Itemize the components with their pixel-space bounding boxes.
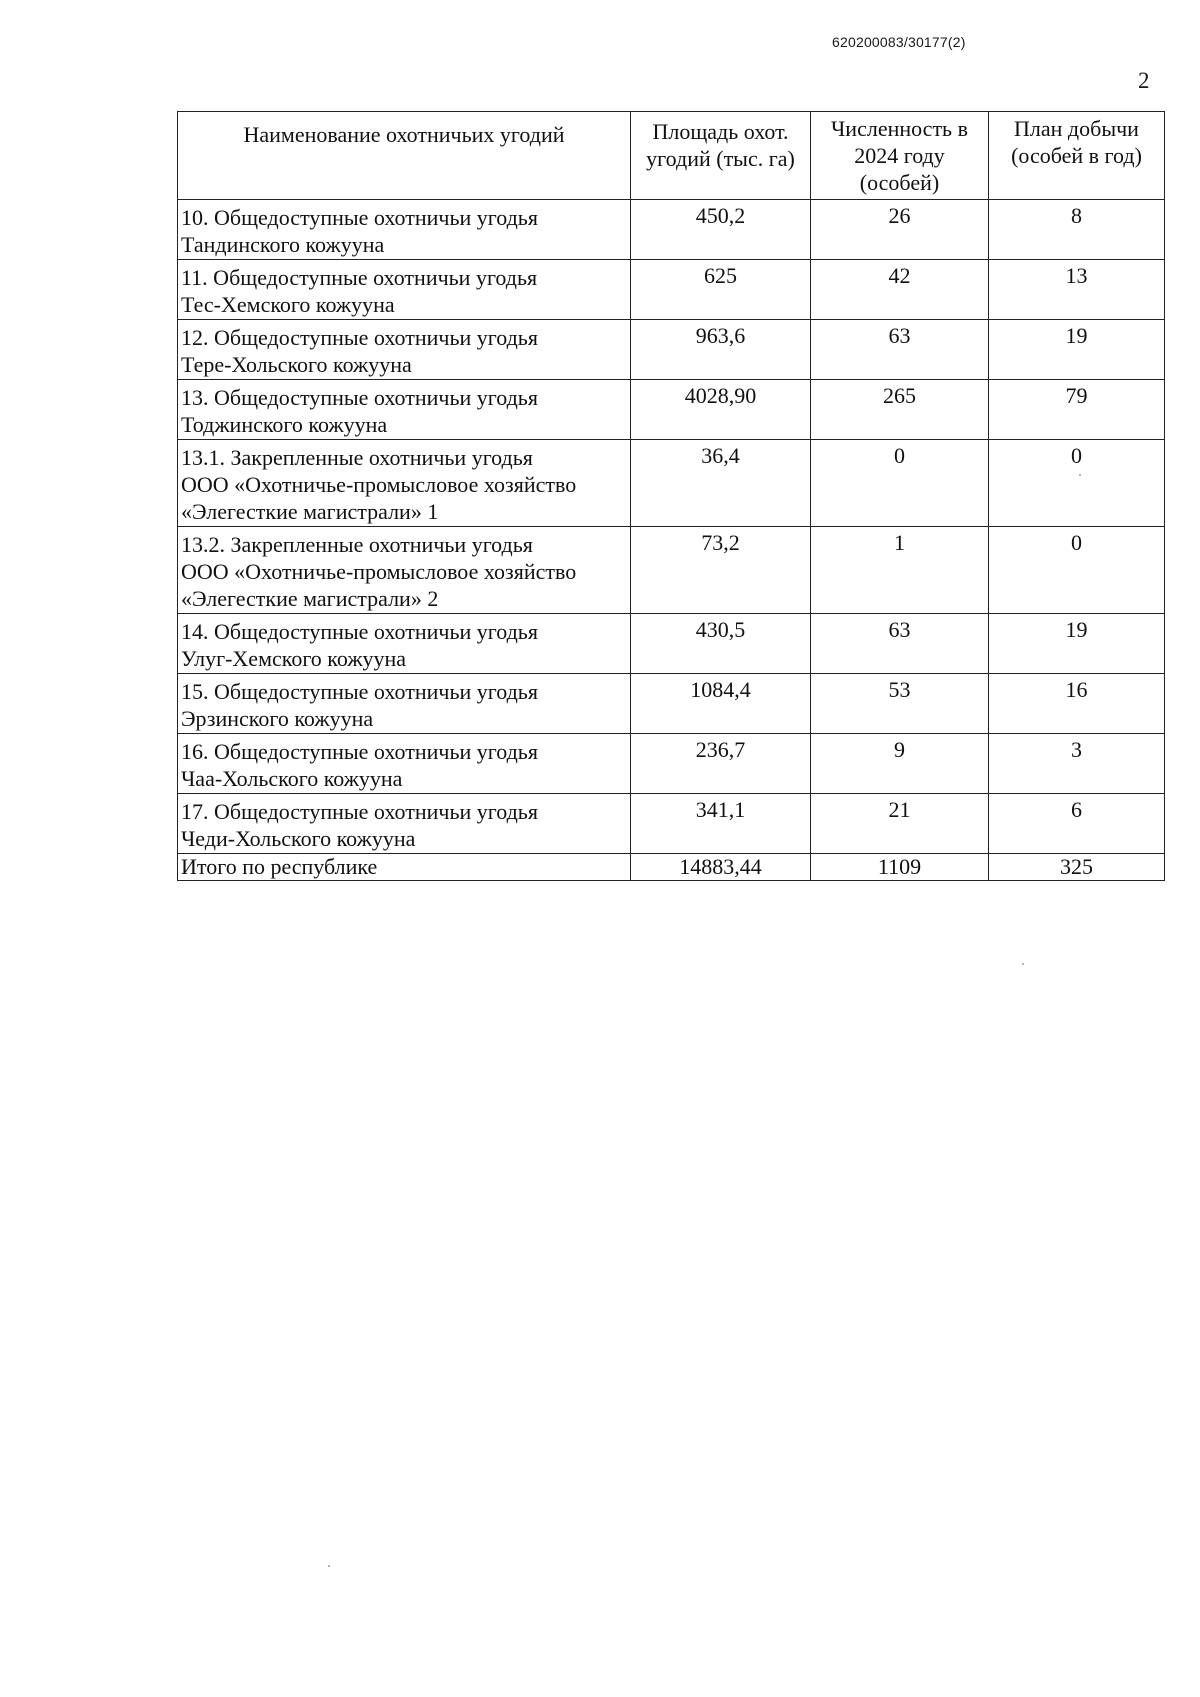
row-name-cell: [178, 794, 631, 854]
row-population-cell: 265: [811, 380, 989, 440]
row-name-cell: [178, 527, 631, 614]
scan-speck: [1022, 963, 1024, 965]
table-row: [178, 380, 1165, 440]
row-name-line: 13. Общедоступные охотничьи угодья: [181, 385, 538, 410]
row-population-cell: 26: [811, 200, 989, 260]
row-area-cell: 236,7: [631, 734, 811, 794]
table-row: [178, 734, 1165, 794]
row-name-line: Улуг-Хемского кожууна: [181, 646, 407, 671]
row-name-cell: [178, 674, 631, 734]
row-name-line: 10. Общедоступные охотничьи угодья: [181, 205, 538, 230]
row-name-line: «Элегесткие магистрали» 2: [181, 586, 439, 611]
table-header-row: [178, 112, 1165, 200]
row-plan-cell: 8: [989, 200, 1165, 260]
document-id: 620200083/30177(2): [832, 34, 966, 50]
table-row: [178, 440, 1165, 527]
table-row: [178, 200, 1165, 260]
table-total-row: [178, 854, 1165, 881]
row-name-cell: [178, 320, 631, 380]
row-plan-cell: 0: [989, 527, 1165, 614]
row-name-line: 14. Общедоступные охотничьи угодья: [181, 619, 538, 644]
hunting-grounds-table: [177, 111, 1165, 881]
row-area-cell: 450,2: [631, 200, 811, 260]
row-name-line: 16. Общедоступные охотничьи угодья: [181, 739, 538, 764]
row-name-cell: [178, 200, 631, 260]
row-plan-cell: 6: [989, 794, 1165, 854]
row-name-line: «Элегесткие магистрали» 1: [181, 499, 439, 524]
row-name-line: Тере-Хольского кожууна: [181, 352, 412, 377]
row-name-line: Тес-Хемского кожууна: [181, 292, 395, 317]
row-name-cell: [178, 734, 631, 794]
scan-speck: [328, 1565, 330, 1567]
row-population-cell: 53: [811, 674, 989, 734]
total-area-cell: 14883,44: [631, 854, 811, 881]
header-plan-line: (особей в год): [1011, 143, 1142, 168]
row-name-line: 13.2. Закрепленные охотничьи угодья: [181, 532, 533, 557]
row-name-line: ООО «Охотничье-промысловое хозяйство: [181, 559, 577, 584]
table-row: [178, 794, 1165, 854]
table-row: [178, 260, 1165, 320]
header-area: [631, 112, 811, 200]
header-population-line: Численность в: [831, 116, 968, 141]
row-plan-cell: 79: [989, 380, 1165, 440]
total-plan-cell: 325: [989, 854, 1165, 881]
page-number: 2: [1138, 68, 1150, 93]
scan-speck: [1079, 474, 1081, 476]
header-name-text: Наименование охотничьих угодий: [243, 122, 565, 147]
row-name-cell: [178, 614, 631, 674]
row-area-cell: 430,5: [631, 614, 811, 674]
header-area-line: угодий (тыс. га): [646, 146, 795, 171]
header-population-line: 2024 году: [854, 143, 945, 168]
table-row: [178, 527, 1165, 614]
row-population-cell: 42: [811, 260, 989, 320]
row-plan-cell: 16: [989, 674, 1165, 734]
row-name-cell: [178, 380, 631, 440]
row-name-line: 11. Общедоступные охотничьи угодья: [181, 265, 538, 290]
row-area-cell: 4028,90: [631, 380, 811, 440]
row-population-cell: 0: [811, 440, 989, 527]
row-area-cell: 625: [631, 260, 811, 320]
table-row: [178, 614, 1165, 674]
row-name-line: Чеди-Хольского кожууна: [181, 826, 416, 851]
row-population-cell: 21: [811, 794, 989, 854]
header-plan: [989, 112, 1165, 200]
header-plan-line: План добычи: [1014, 116, 1139, 141]
row-name-line: 13.1. Закрепленные охотничьи угодья: [181, 445, 533, 470]
row-name-line: Эрзинского кожууна: [181, 706, 374, 731]
row-name-line: Тандинского кожууна: [181, 232, 385, 257]
row-name-line: Тоджинского кожууна: [181, 412, 388, 437]
row-name-line: Чаа-Хольского кожууна: [181, 766, 403, 791]
row-area-cell: 341,1: [631, 794, 811, 854]
header-population-line: (особей): [859, 170, 940, 195]
row-name-cell: [178, 260, 631, 320]
row-name-line: ООО «Охотничье-промысловое хозяйство: [181, 472, 577, 497]
total-name-cell: Итого по республике: [178, 854, 631, 881]
total-population-cell: 1109: [811, 854, 989, 881]
header-area-line: Площадь охот.: [652, 119, 789, 144]
row-population-cell: 1: [811, 527, 989, 614]
row-area-cell: 963,6: [631, 320, 811, 380]
header-name: [178, 112, 631, 200]
row-plan-cell: 3: [989, 734, 1165, 794]
row-population-cell: 9: [811, 734, 989, 794]
row-plan-cell: 0: [989, 440, 1165, 527]
row-name-line: 17. Общедоступные охотничьи угодья: [181, 799, 538, 824]
table-row: [178, 674, 1165, 734]
row-area-cell: 36,4: [631, 440, 811, 527]
row-area-cell: 73,2: [631, 527, 811, 614]
row-plan-cell: 19: [989, 320, 1165, 380]
row-plan-cell: 19: [989, 614, 1165, 674]
row-area-cell: 1084,4: [631, 674, 811, 734]
row-population-cell: 63: [811, 614, 989, 674]
header-population: [811, 112, 989, 200]
row-name-line: 12. Общедоступные охотничьи угодья: [181, 325, 538, 350]
row-name-line: 15. Общедоступные охотничьи угодья: [181, 679, 538, 704]
row-name-cell: [178, 440, 631, 527]
table-row: [178, 320, 1165, 380]
row-plan-cell: 13: [989, 260, 1165, 320]
row-population-cell: 63: [811, 320, 989, 380]
table-body: [178, 200, 1165, 881]
